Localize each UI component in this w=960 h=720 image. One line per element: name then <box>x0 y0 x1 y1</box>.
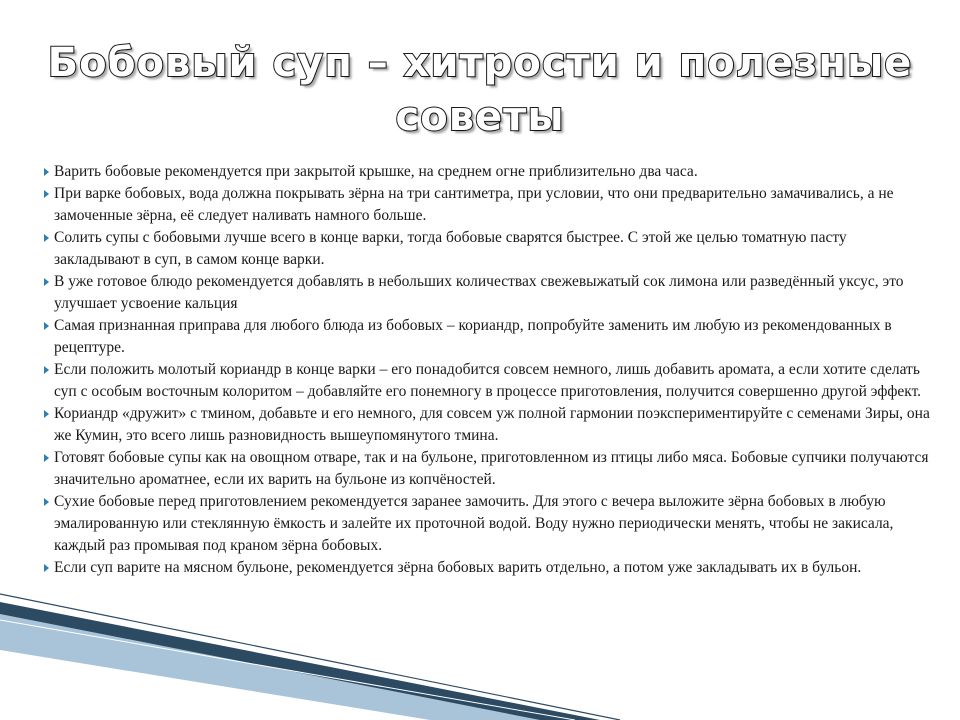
slide-title: Бобовый суп – хитрости и полезные советы <box>47 40 913 140</box>
bullet-arrow-icon <box>44 410 49 418</box>
bullet-arrow-icon <box>44 366 49 374</box>
bullet-arrow-icon <box>44 564 49 572</box>
bullet-text: Кориандр «дружит» с тмином, добавьте и его немного, для совсем уж полной гармонии поэкспериментируйте с семенами Зиры, она же Кумин, это всего лишь разновидность вышеупомянутого тмина. <box>54 405 930 444</box>
bullet-text: Если суп варите на мясном бульоне, рекомендуется зёрна бобовых варить отдельно, а потом уже закладывать их в бульон. <box>54 559 862 576</box>
bullet-arrow-icon <box>44 498 49 506</box>
bullet-text: Самая признанная приправа для любого блюда из бобовых – кориандр, попробуйте заменить им любую из рекомендованных в рецептуре. <box>54 317 892 356</box>
bullet-list <box>44 161 930 579</box>
bullet-arrow-icon <box>44 278 49 286</box>
bullet-text: Готовят бобовые супы как на овощном отваре, так и на бульоне, приготовленном из птицы либо мяса. Бобовые супчики получаются значительно ароматнее, если их варить на бульоне из копчёностей. <box>54 449 929 488</box>
list-item <box>44 491 930 557</box>
list-item <box>44 359 930 403</box>
bullet-arrow-icon <box>44 168 49 176</box>
bullet-text: Солить супы с бобовыми лучше всего в конце варки, тогда бобовые сварятся быстрее. С этой же целью томатную пасту закладывают в суп, в самом конце варки. <box>54 229 847 268</box>
list-item <box>44 161 930 183</box>
bullet-text: Сухие бобовые перед приготовлением рекомендуется заранее замочить. Для этого с вечера выложите зёрна бобовых в любую эмалированную или стеклянную ёмкость и залейте их проточной водой. Воду нужно периодически менять, чтобы не закисала, каждый раз промывая под краном зёрна бобовых. <box>54 493 894 554</box>
list-item <box>44 227 930 271</box>
list-item <box>44 183 930 227</box>
bullet-arrow-icon <box>44 454 49 462</box>
list-item <box>44 315 930 359</box>
bullet-arrow-icon <box>44 190 49 198</box>
bullet-text: Если положить молотый кориандр в конце варки – его понадобится совсем немного, лишь добавить аромата, а если хотите сделать суп с особым восточным колоритом – добавляйте его понемногу в процессе приготовления, получится совершенно другой эффект. <box>54 361 922 400</box>
bullet-text: При варке бобовых, вода должна покрывать зёрна на три сантиметра, при условии, что они предварительно замачивались, а не замоченные зёрна, её следует наливать намного больше. <box>54 185 894 224</box>
bullet-arrow-icon <box>44 322 49 330</box>
list-item <box>44 557 930 579</box>
wave-line-accent <box>0 620 575 720</box>
list-item <box>44 271 930 315</box>
list-item <box>44 447 930 491</box>
bullet-arrow-icon <box>44 234 49 242</box>
bullet-text: В уже готовое блюдо рекомендуется добавлять в небольших количествах свежевыжатый сок лимона или разведённый уксус, это улучшает усвоение кальция <box>54 273 904 312</box>
bullet-text: Варить бобовые рекомендуется при закрытой крышке, на среднем огне приблизительно два часа. <box>54 163 698 180</box>
list-item <box>44 403 930 447</box>
corner-wave-decoration <box>0 590 960 720</box>
